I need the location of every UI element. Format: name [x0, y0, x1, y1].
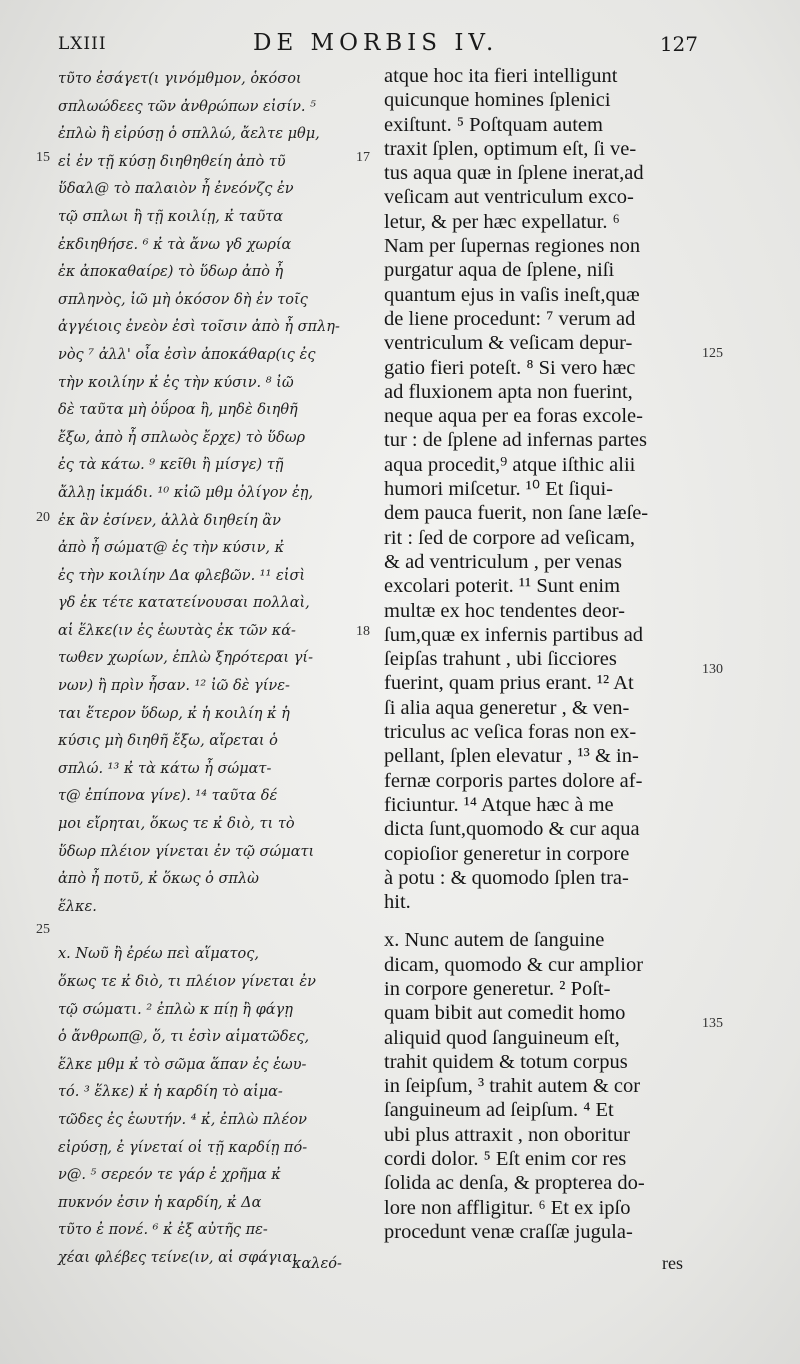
text-line: εἰρύσῃ, ἐ γίνεταί οἱ τῇ καρδίῃ πό- [58, 1139, 308, 1156]
paragraph-gap [384, 914, 700, 928]
text-line: tur : de ſplene ad infernas partes [384, 429, 647, 452]
text-line: rit : ſed de corpore ad veſicam, [384, 526, 636, 549]
page-header [58, 30, 698, 60]
text-line: τ@ ἐπίπονα γίνε). ¹⁴ ταῦτα δέ [58, 788, 278, 805]
text-line: traxit ſplen, optimum eſt, ſi ve- [384, 137, 637, 160]
text-line: χέαι φλέβες τείνε(ιν, αἱ σφάγιαι [58, 1249, 298, 1266]
text-line: ἀπὸ ἦ σώματ@ ἐς τὴν κύσιν, κ̓ [58, 540, 285, 557]
text-line: αἱ ἕλκε(ιν ἐς ἑωυτὰς ἐκ τῶν κά- [58, 622, 296, 639]
text-line: ἐκ ἀποκαθαίρε) τὸ ὕδωρ ἀπὸ ἦ [58, 264, 284, 281]
text-line: dicam, quomodo & cur amplior [384, 953, 644, 976]
margin-line-number: 17 [356, 150, 370, 165]
text-line: fuerint, quam prius erant. ¹² At [384, 672, 634, 695]
text-line: τῷ σώματι. ² ἐπλὼ κ πίῃ ἢ φάγῃ [58, 1001, 293, 1018]
text-line: humori miſcetur. ¹⁰ Et ſiqui- [384, 478, 614, 501]
text-line: δὲ ταῦτα μὴ ὀΰροα ἢ, μηδὲ διηθῆ [58, 402, 298, 419]
catchword-greek: καλεό- [292, 1256, 342, 1272]
text-line: τὴν κοιλίην κ̓ ἐς τὴν κύσιν. ⁸ ἰῶ [58, 374, 294, 391]
running-title: DE MORBIS IV. [253, 30, 499, 56]
text-line: ὕδαλ@ τὸ παλαιὸν ἦ ἐνεόνζς ἐν [58, 181, 294, 198]
paragraph-gap [58, 921, 370, 941]
text-line: x. Νωῦ ἢ ἐρέω πεὶ αἵματος, [58, 946, 259, 963]
text-line: πυκνόν ἐσιν ἡ καρδίη, κ̓ Δα [58, 1194, 262, 1211]
text-line: fernæ corporis partes dolore af- [384, 769, 643, 792]
text-line: atque hoc ita fieri intelligunt [384, 65, 618, 87]
text-line: ὅκως τε κ̓ διὸ, τι πλέιον γίνεται ἐν [58, 974, 316, 990]
margin-line-number: 15 [36, 150, 50, 165]
text-line: quicunque homines ſplenici [384, 89, 611, 112]
text-line: ἄλλῃ ἰκμάδι. ¹⁰ κἰῶ μθμ ὀλίγον ἐῃ, [58, 484, 314, 501]
text-line: letur, & per hæc expellatur. ⁶ [384, 210, 620, 233]
margin-line-number: 135 [702, 1016, 723, 1031]
text-line: à potu : & quomodo ſplen tra- [384, 866, 629, 889]
text-line: ἔξω, ἀπὸ ἦ σπλωὸς ἔρχε) τὸ ὕδωρ [58, 429, 306, 446]
text-line: multæ ex hoc tendentes deor- [384, 599, 625, 622]
text-line: τῶδες ἐς ἑωυτήν. ⁴ κ̓, ἐπλὼ πλέον [58, 1111, 307, 1128]
text-line: dicta ſunt,quomodo & cur aqua [384, 818, 640, 841]
text-line: triculus ac veſica foras non ex- [384, 721, 637, 744]
text-line: σπληνὸς, ἰῶ μὴ ὁκόσον δὴ ἐν τοῖς [58, 291, 308, 308]
text-line: τωθεν χωρίων, ἐπλὼ ξηρότεραι γί- [58, 650, 313, 667]
text-line: in ſeipſum, ³ trahit autem & cor [384, 1075, 641, 1098]
text-line: trahit quidem & totum corpus [384, 1050, 628, 1073]
text-line: ἕλκε μθμ κ̓ τὸ σῶμα ἅπαν ἐς ἑωυ- [58, 1056, 307, 1073]
text-line: x. Nunc autem de ſanguine [384, 929, 605, 952]
text-line: γδ ἐκ τέτε κατατείνουσαι πολλαὶ, [58, 595, 310, 612]
text-line: τῦτο ἐσάγετ(ι γινόμθμον, ὁκόσοι [58, 71, 302, 87]
text-line: ἐς τὰ κάτω. ⁹ κεῖθι ἢ μίσγε) τῇ [58, 457, 284, 474]
text-line: μοι εἴρηται, ὅκως τε κ̓ διὸ, τι τὸ [58, 816, 295, 833]
text-line: ficiuntur. ¹⁴ Atque hæc à me [384, 793, 614, 816]
text-line: de liene procedunt: ⁷ verum ad [384, 307, 636, 330]
text-line: & ad ventriculum , per venas [384, 550, 622, 573]
margin-line-number: 18 [356, 624, 370, 639]
text-line: τῦτο ἐ πονέ. ⁶ κ̓ ἐξ αὐτῆς πε- [58, 1222, 268, 1239]
text-line: aqua procedit,⁹ atque iſthic alii [384, 453, 636, 476]
text-line: σπλωώδεες τῶν ἀνθρώπων εἰσίν. ⁵ [58, 98, 316, 115]
text-line: dem pauca fuerit, non ſane læſe- [384, 502, 649, 525]
margin-line-number: 130 [702, 662, 723, 677]
text-line: Nam per ſupernas regiones non [384, 235, 641, 258]
text-line: ventriculum & veſicam depur- [384, 332, 633, 355]
text-line: ἀγγέιοις ἐνεὸν ἐσὶ τοῖσιν ἀπὸ ἦ σπλη- [58, 319, 340, 336]
margin-line-number: 20 [36, 510, 50, 525]
text-line: ſanguineum ad ſeipſum. ⁴ Et [384, 1099, 614, 1122]
text-line: ὁ ἄνθρωπ@, ὅ, τι ἐσὶν αἱματῶδες, [58, 1029, 310, 1046]
text-line: excolari poterit. ¹¹ Sunt enim [384, 575, 621, 598]
text-line: εἰ ἐν τῇ κύσῃ διηθηθείη ἀπὸ τῦ [58, 153, 286, 170]
text-line: ἕλκε. [58, 898, 97, 915]
text-line: ſeipſas trahunt , ubi ſicciores [384, 648, 617, 671]
text-line: aliquid quod ſanguineum eſt, [384, 1026, 620, 1049]
text-line: ἐκδιηθήσε. ⁶ κ̓ τὰ ἄνω γδ χωρία [58, 236, 292, 253]
text-line: ſi alia aqua generetur , & ven- [384, 696, 630, 719]
text-line: hit. [384, 891, 411, 914]
text-line: copioſior generetur in corpore [384, 842, 630, 865]
text-line: ται ἕτερον ὕδωρ, κ̓ ἡ κοιλίη κ̓ ἡ [58, 705, 290, 722]
text-line: ubi plus attraxit , non oboritur [384, 1123, 630, 1146]
text-line: veſicam aut ventriculum exco- [384, 186, 634, 209]
catchword-latin: res [662, 1253, 683, 1273]
text-line: ὕδωρ πλέιον γίνεται ἐν τῷ σώματι [58, 843, 315, 860]
margin-line-number: 25 [36, 922, 50, 937]
text-line: lore non affligitur. ⁶ Et ex ipſo [384, 1196, 631, 1219]
text-line: purgatur aqua de ſplene, niſi [384, 259, 615, 282]
text-line: ν@. ⁵ σερεόν τε γάρ ἐ χρῆμα κ̓ [58, 1167, 281, 1184]
text-line: σπλώ. ¹³ κ̓ τὰ κάτω ἦ σώματ- [58, 760, 272, 777]
text-line: ἀπὸ ἦ ποτῦ, κ̓ ὅκως ὁ σπλὼ [58, 871, 259, 888]
text-line: νὸς ⁷ ἀλλ' οἶα ἐσὶν ἀποκάθαρ(ις ἐς [58, 346, 316, 363]
text-line: quam bibit aut comedit homo [384, 1002, 626, 1025]
margin-line-number: 125 [702, 346, 723, 361]
text-line: ad fluxionem apta non fuerint, [384, 380, 633, 403]
page-number: 127 [659, 32, 698, 56]
text-line: neque aqua per ea foras excole- [384, 405, 643, 428]
text-line: τῷ σπλωι ἢ τῇ κοιλίῃ, κ̓ ταῦτα [58, 208, 284, 225]
text-line: cordi dolor. ⁵ Eſt enim cor res [384, 1148, 627, 1171]
text-line: κύσις μὴ διηθῆ ἔξω, αἴρεται ὁ [58, 733, 278, 750]
text-line: νων) ἢ πρὶν ἦσαν. ¹² ἰῶ δὲ γίνε- [58, 678, 290, 695]
text-line: pellant, ſplen elevatur , ¹³ & in- [384, 745, 639, 768]
text-line: ſolida ac denſa, & propterea do- [384, 1172, 645, 1195]
text-line: ἐκ ἂν ἐσίνεν, ἀλλὰ διηθείη ἂν [58, 512, 281, 529]
text-line: ἐς τὴν κοιλίην Δα φλεβῶν. ¹¹ εἰσὶ [58, 567, 306, 584]
greek-column [58, 66, 370, 1273]
text-line: gatio fieri poteſt. ⁸ Si vero hæc [384, 356, 636, 379]
text-line: exiſtunt. ⁵ Poſtquam autem [384, 113, 603, 136]
folio-left: LXIII [58, 34, 107, 54]
text-line: procedunt venæ craſſæ jugula- [384, 1220, 633, 1243]
text-line: ἐπλὼ ἢ εἰρύσῃ ὁ σπλλώ, ἄελτε μθμ, [58, 126, 320, 143]
text-line: tus aqua quæ in ſplene inerat,ad [384, 162, 644, 185]
text-line: ſum,quæ ex infernis partibus ad [384, 623, 644, 646]
latin-column [384, 64, 700, 1244]
text-line: in corpore generetur. ² Poſt- [384, 977, 611, 1000]
text-line: quantum ejus in vaſis ineſt,quæ [384, 283, 640, 306]
text-line: τό. ³ ἕλκε) κ̓ ἡ καρδίη τὸ αἱμα- [58, 1084, 283, 1101]
